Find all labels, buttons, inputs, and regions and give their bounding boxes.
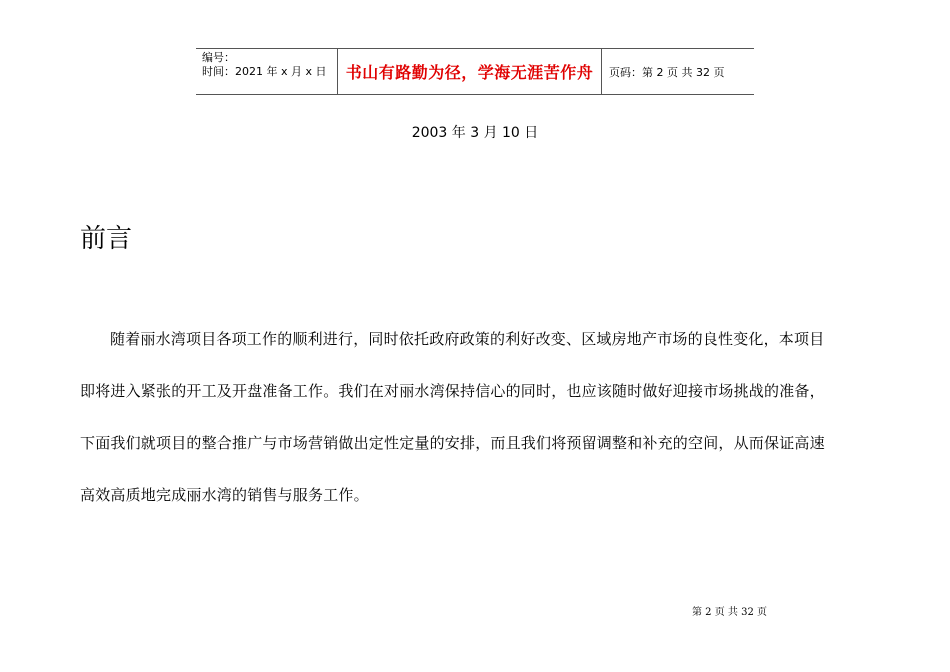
body-line: 随着丽水湾项目各项工作的顺利进行，同时依托政府政策的利好改变、区域房地产市场的良性变化，本项目 [110, 330, 825, 348]
header-motto: 书山有路勤为径，学海无涯苦作舟 [338, 49, 602, 94]
document-date: 2003 年 3 月 10 日 [411, 125, 539, 141]
body-line: 高效高质地完成丽水湾的销售与服务工作。 [80, 486, 369, 504]
body-paragraph [80, 313, 880, 521]
document-number-label: 编号： [202, 51, 235, 64]
document-time-label: 时间：2021 年 x 月 x 日 [202, 65, 327, 78]
section-title: 前言 [80, 224, 133, 254]
page-footer: 第 2 页 共 32 页 [692, 607, 767, 618]
body-line: 即将进入紧张的开工及开盘准备工作。我们在对丽水湾保持信心的同时，也应该随时做好迎接市场挑战的准备， [80, 382, 825, 400]
header-page-code: 页码：第 2 页 共 32 页 [609, 65, 725, 79]
header-info-cell [196, 49, 338, 94]
body-line: 下面我们就项目的整合推广与市场营销做出定性定量的安排，而且我们将预留调整和补充的空间，从而保证高速 [80, 434, 825, 452]
document-header [196, 48, 754, 95]
